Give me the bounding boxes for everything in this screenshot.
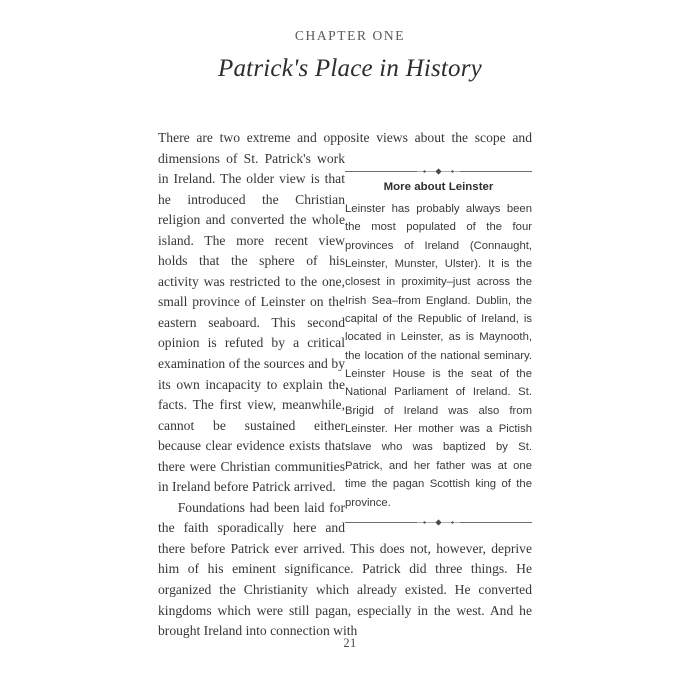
body-paragraph-2: Foundations had been laid for the faith sporadically here and there before Patrick ever arrived. This does not, however, deprive him of his eminent significance. Patrick did three things. He organized the Christianity which already existed. He converted kingdoms which were still pagan, especially in the west. And he brought Ireland into connection with [158,499,532,639]
ornament-rule-bottom [345,518,532,527]
ornament-rule-top [345,167,532,176]
sidebar-paragraph: Leinster has probably always been the most populated of the four provinces of Ireland (Connaught, Leinster, Munster, Ulster). It is the closest in proximity–just across the Irish Sea–from England. Dublin, the capital of the Republic of Ireland, is located in Leinster, as is Maynooth, the location of the national seminary. Leinster House is the seat of the National Parliament of Ireland. St. Brigid of Ireland was also from Leinster. Her mother was a Pictish slave who was baptized by St. Patrick, and her father was at one time the pagan Scottish king of the province. [345,203,532,509]
chapter-title: Patrick's Place in History [218,55,482,83]
sidebar-heading: More about Leinster [383,181,494,193]
page-number: 21 [343,636,357,650]
chapter-number-label: CHAPTER ONE [294,28,406,43]
body-paragraph-1: There are two extreme and opposite views about the scope and dimensions of St. Patrick's work in Ireland. The older view is that he introduced the Christian religion and converted the whole island. The more recent view holds that the sphere of his activity was restricted to the one, small province of Leinster on the eastern seaboard. This second opinion is refuted by a critical examination of the sources and by its own incapacity to explain the facts. The first view, meanwhile, cannot be sustained either because clear evidence exists that there were Christian communities in Ireland before Patrick arrived. [158,130,532,495]
sidebar-body-text [345,200,532,512]
body-text-block [158,128,532,642]
sidebar-more-about-leinster [345,167,532,527]
chapter-header [0,28,700,84]
